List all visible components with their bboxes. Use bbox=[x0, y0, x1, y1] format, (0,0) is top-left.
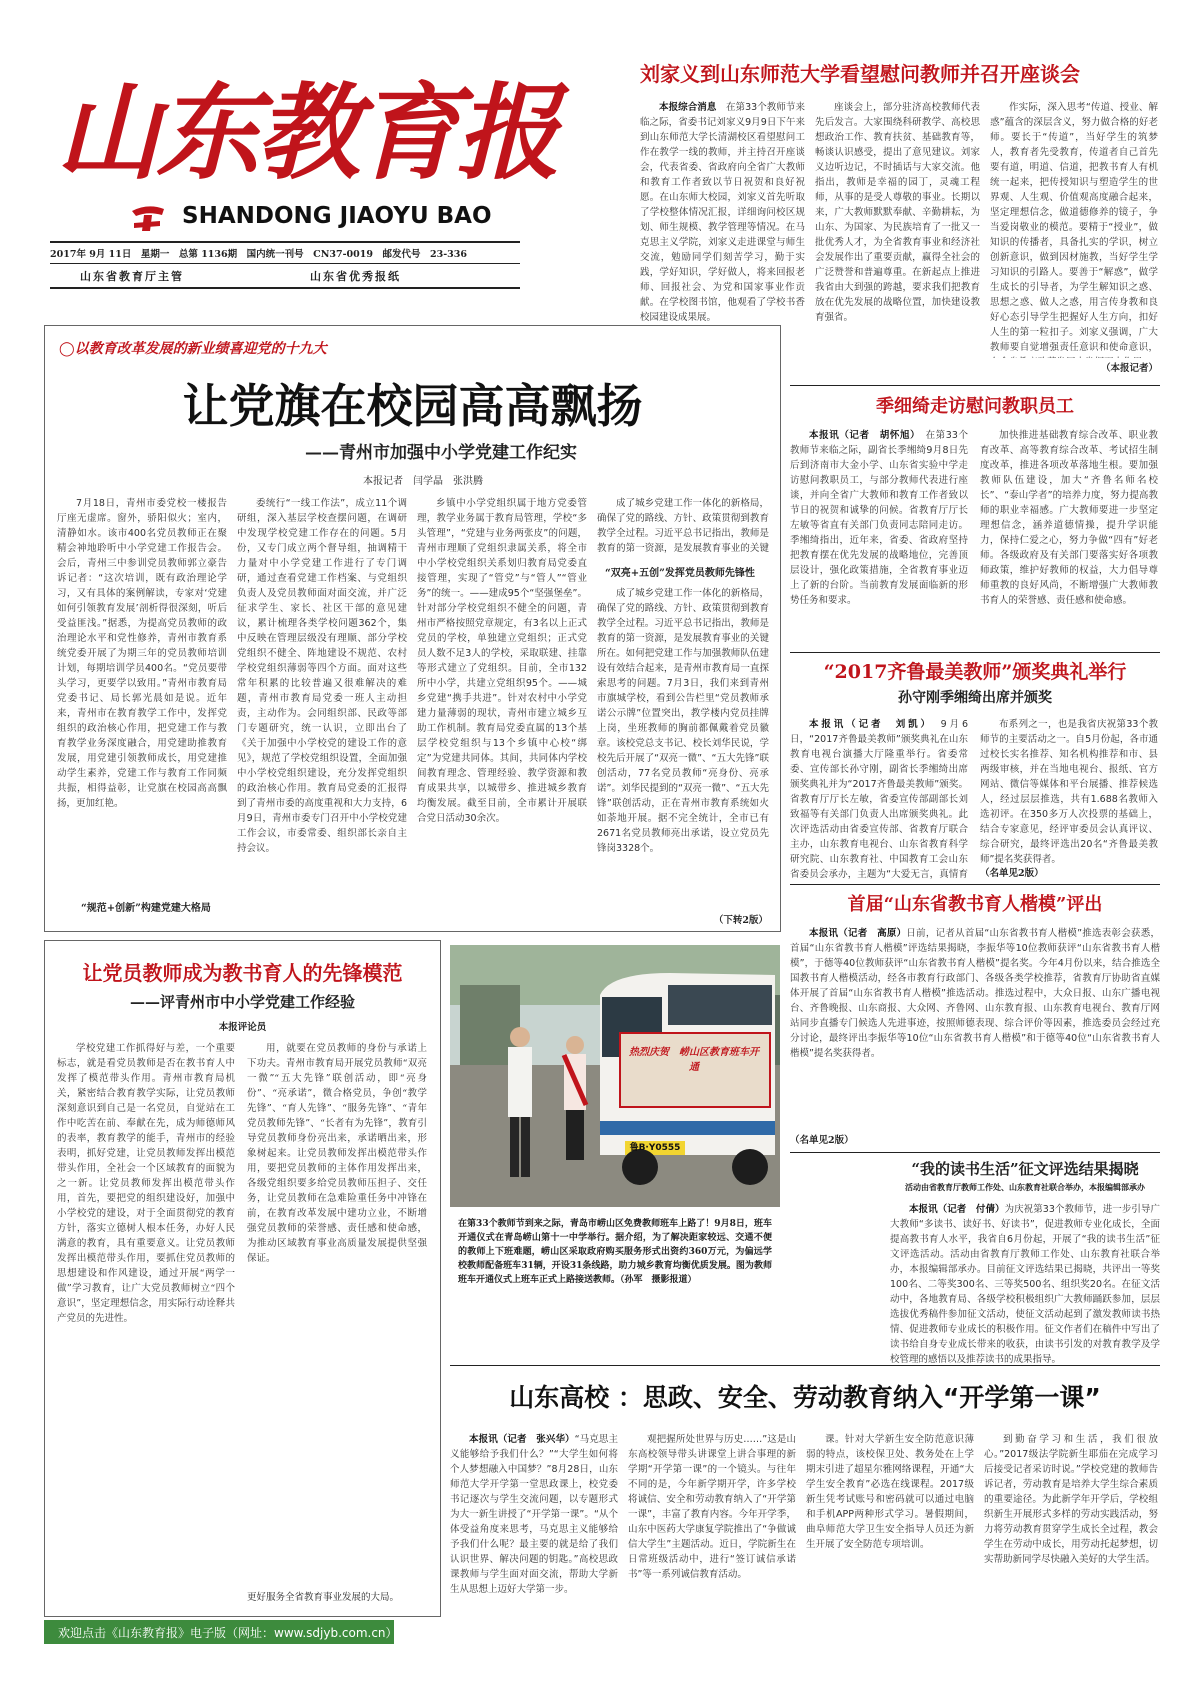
top-story-byline: 本报综合消息 bbox=[659, 102, 717, 113]
feature-col3: 乡镇中小学党组织属于地方党委管理，教学业务属于教育局管理，学校“多头管理”，“党建与业务两张皮”的问题，青州市理顺了党组织隶属关系，将全市中小学校党组织关系划归教育局党委直接管理，实现了“管党”与“管人”“管业务”的统一。——建成95个“坚强堡垒”。针对部分学校党组织不健全的问题，青州市严格按照党章规定，有3名以上正式党员的学校，单独建立党组织；正式党员人数不足3人的学校，采取联建、挂靠等形式建立了党组织。目前，全市132所中小学，共建立党组织95个。——城乡党建“携手共进”。针对农村中小学党建力量薄弱的现状，青州市建立城乡互助工作机制。教育局党委直属的13个基层学校党组织与13个乡镇中心校“绑定”为党建共同体。其间，共同体内学校间教育理念、管理经验、教学资源和教育成果共享，以城带乡、推进城乡教育均衡发展。截至目前，全市累计开展联合党日活动30余次。 bbox=[417, 498, 587, 824]
side1-col1: 本报讯（记者 胡怀旭） 在第33个教师节来临之际，副省长季缃绮9月8日先后到济南市大金小学、山东省实验中学走访慰问教职员工，与部分教师代表进行座谈，并向全省广大教师和教育工作者致以节日的祝贺和诚挚的问候。省教育厅厅长左敏等省直有关部门负责同志陪同走访。季缃绮指出，近年来，省委、省政府坚持把教育摆在优先发展的战略地位，完善顶层设计，强化政策措施，全省教育事业迈上了新的台阶。当前教育发展面临新的形势任务和要求。 bbox=[790, 430, 968, 606]
feature-col2: 委统行“一线工作法”，成立11个调研组，深入基层学校查摆问题，在调研中发现学校党建工作存在的问题。5月份，又专门成立两个督导组，抽调精干力量对中小学党建工作进行了专门调研，通过查看党建工作档案、与党组织负责人及党员教师面对面交流，并广泛征求学生、家长、社区干部的意见建议，累计梳理各类学校问题362个，集中反映在管理层级没有理顺、部分学校党组织不健全、阵地建设不规范、农村学校党组织薄弱等四个方面。面对这些常年积累的比较普遍又很难解决的难题，青州市教育局党委一班人主动担责，主动作为。会同组织部、民政等部门专题研究，统一认识，立即出台了《关于加强中小学校党的建设工作的意见》，规范了学校党组织设置，全面加强中小学校党组织建设，充分发挥党组织的政治核心作用。教育局党委的汇报得到了青州市委的高度重视和大力支持，6月9日，青州市委专门召开中小学校党建工作会议，市委常委、组织部长亲自主持会议。 bbox=[237, 498, 407, 854]
top-story-headline: 刘家义到山东师范大学看望慰问教师并召开座谈会 bbox=[640, 62, 1080, 86]
side3-end: （名单见2版） bbox=[790, 1135, 854, 1146]
bottom-col1: 本报讯（记者 张兴华）“马克思主义能够给予我们什么？”“大学生如何将个人梦想融入中国梦？”8月28日，山东师范大学开学第一堂思政课上，校党委书记逐次与学生交流问题，以专题形式为大一新生讲授了“开学第一课”。“从个体受益角度来思考，马克思主义能够给予我们什么呢？最主要的就是给了我们认识世界、解决问题的钥匙。”高校思政课教师与学生面对面交流，帮助大学新生从思想上迈好大学第一步。 bbox=[450, 1434, 618, 1595]
bottom-col4: 到勤奋学习和生活，我们很放心。”2017级法学院新生耶茄在完成学习后接受记者采访时说。”学校党建的教师告诉记者，劳动教育是培养大学生综合素质的重要途径。为此新学年开学后，学校组织新生开展形式多样的劳动实践活动，努力将劳动教育贯穿学生成长全过程，教会学生在劳动中成长，用劳动托起梦想，切实帮助新同学尽快融入美好的大学生活。 bbox=[984, 1434, 1158, 1565]
masthead-logo-icon bbox=[130, 203, 166, 233]
feature-col1: 7月18日，青州市委党校一楼报告厅座无虚席。窗外，骄阳似火；室内，清静如水。该市400名党员教师正在聚精会神地聆听中小学党建工作报告会。会后，青州三中参训党员教师郭立豪告诉记者：“这次培训，既有政治理论学习，又有具体的案例解读，专家对‘党建如何引领教育发展’剖析得很深刻，听后受益匪浅。”据悉，为提高党员教师的政治理论水平和党性修养，青州市教育系统党委开展了为期三年的党员教师培训计划，每期培训学员400名。“党员要带头学习，更要学以致用。”青州市教育局党委书记、局长郭光晨如是说。近年来，青州市在教育教学工作中，发挥党组织的政治核心作用，把党建工作与教育教学业务深度融合，用党建助推教育发展，用党建引领教师成长，用党建推动学生素养，党建工作与教育工作同频共振，相得益彰，让党旗在校园高高飘扬，更加红艳。 bbox=[57, 498, 227, 809]
feature-subhead: ——青州市加强中小学党建工作纪实 bbox=[305, 443, 577, 463]
footer-text[interactable]: 欢迎点击《山东教育报》电子版（网址：www.sdjyb.com.cn） bbox=[58, 1626, 398, 1640]
masthead bbox=[50, 55, 557, 310]
bottom-col3: 课。针对大学新生安全防范意识薄弱的特点，该校保卫处、教务处在上学期末引进了超星尔雅网络课程，开通“大学生安全教育”必选在线课程。2017级新生凭考试账号和密码就可以通过电脑和手机APP两种形式学习。暑假期间，曲阜师范大学卫生安全指导人员还为新生开展了安全防范专项培训。 bbox=[806, 1434, 974, 1550]
side-story-1 bbox=[790, 392, 1160, 652]
bus-banner-text: 热烈庆贺 崂山区教育班车开通 bbox=[629, 1047, 759, 1073]
top-story-end: （本报记者） bbox=[1100, 363, 1158, 374]
masthead-sponsor: 山东省教育厅主管 bbox=[80, 270, 184, 283]
feature-headline: 让党旗在校园高高飘扬 bbox=[182, 379, 643, 433]
photo-block bbox=[450, 945, 780, 1300]
feature-kicker: ◯以教育改革发展的新业绩喜迎党的十九大 bbox=[59, 341, 327, 357]
issue-line: 2017年 9月 11日 星期一 总第 1136期 国内统一刊号 CN37-0019 邮发代号 23-336 bbox=[50, 249, 467, 260]
side2-subhead: 孙守刚季缃绮出席并颁奖 bbox=[898, 690, 1052, 706]
footer-link[interactable] bbox=[44, 1620, 398, 1644]
commentary-byline: 本报评论员 bbox=[218, 1022, 267, 1033]
side3-headline: 首届“山东省教书育人楷模”评出 bbox=[847, 894, 1103, 915]
feature-col4a: 成了城乡党建工作一体化的新格局，确保了党的路线、方针、政策贯彻到教育教学全过程。习近平总书记指出，教师是教育的第一资源，是发展教育事业的关键 bbox=[597, 498, 769, 554]
top-story-col1: 本报综合消息 在第33个教师节来临之际，省委书记刘家义9月9日下午来到山东师范大学长清湖校区看望慰问工作在教学一线的教师，并主持召开座谈会，代表省委、省政府向全省广大教师和教育工作者致以节日祝贺和良好祝愿。在山东师大校园，刘家义首先听取了学校整体情况汇报，详细询问校区规划、师生规模、教学管理等情况。在马克思主义学院，刘家义走进课堂与师生交流，勉励同学们刻苦学习，勤于实践，学好知识，学好做人，将来回报老师、回报社会、为党和国家事业作贡献。在学校图书馆，他观看了学校书香校园建设成果展。 bbox=[640, 102, 805, 323]
commentary-end: 更好服务全省教育事业发展的大局。 bbox=[247, 1592, 400, 1603]
side4-col1: 本报讯（记者 付倩）为庆祝第33个教师节，进一步引导广大教师“多读书、读好书、好读书”，促进教师专业化成长，全面提高教书育人水平，我省自6月份起，开展了“我的读书生活”征文评选活动。活动由省教育厅教师工作处、山东教育社联合举办，本报编辑部承办。目前征文评选结果已揭晓，共评出一等奖100名、二等奖300名、三等奖500名、组织奖20名。在征文活动中，各地教育局、各级学校积极组织广大教师踊跃参加，层层选拔优秀稿件参加征文活动，使征文活动起到了激发教师读书热情、促进教师专业成长的积极作用。征文作者们在稿件中写出了读书给自身专业成长带来的收获，由读书引发的对教育教学及学校管理的感悟以及推荐读书的成果指导。 bbox=[890, 1204, 1160, 1365]
bus-photo bbox=[450, 945, 780, 1207]
side2-col1: 本报讯（记者 刘凯） 9月6日，“2017齐鲁最美教师”颁奖典礼在山东教育电视台演播大厅隆重举行。省委常委、宣传部长孙守刚，副省长季缃绮出席颁奖典礼并为“2017齐鲁最美教师”颁奖。省教育厅厅长左敏，省委宣传部副部长刘致福等有关部门负责人出席颁奖典礼。此次评选活动由省委宣传部、省教育厅联合主办，山东教育电视台、山东省教育科学研究院、山东教育社、中国教育工会山东省委员会承办，主题为“大爱无言，真情育 bbox=[790, 719, 968, 879]
side-story-2 bbox=[790, 657, 1160, 882]
feature-col4: 成了城乡党建工作一体化的新格局，确保了党的路线、方针、政策贯彻到教育教学全过程。习近平总书记指出，教师是教育的第一资源，是发展教育事业的关键所在。如何把党建工作与加强教师队伍建设有效结合起来，是青州市教育局一直探索思考的问题。7月3日，我们来到青州市旗城学校，看到公告栏里“党员教师承诺公示牌”位置突出，教学楼内党员挂牌上岗，坐班教师的胸前都佩戴着党员徽章。该校党总支书记、校长刘华民说，学校先后开展了“双亮一微”、“五大先锋”联创活动，77名党员教师“亮身份、亮承诺”。刘华民提到的“双亮一微”、“五大先锋”联创活动，正在青州市教育系统如火如荼地开展。据不完全统计，全市已有2671名党员教师亮出承诺，设立党员先锋岗3328个。 bbox=[597, 588, 769, 854]
masthead-title: 山东教育报 bbox=[56, 71, 557, 194]
top-story-col2: 座谈会上，部分驻济高校教师代表先后发言。大家围绕科研教学、高校思想政治工作、教育扶贫、基础教育等，畅谈认识感受，提出了意见建议。刘家义边听边记，不时插话与大家交流。他指出，教师是幸福的园丁，灵魂工程师，从事的是受人尊敬的事业。长期以来，广大教师默默奉献、辛勤耕耘，为山东、为国家、为民族培育了一批又一批优秀人才，为全省教育事业和经济社会发展作出了重要贡献，赢得全社会的广泛赞誉和普遍尊重。在新起点上推进我省由大到强的跨越，要求我们把教育放在优先发展的战略位置，加快建设教育强省。 bbox=[815, 102, 980, 323]
feature-box bbox=[44, 325, 781, 932]
bottom-col2: 观把握所处世界与历史……”这是山东高校领导带头讲课堂上讲合事理的新学期“开学第一课”的一个镜头。与往年不同的是，今年新学期开学，许多学校将诚信、安全和劳动教育纳入了“开学第一课”，丰富了教育内容。今年开学季，山东中医药大学康复学院推出了“争做诚信大学生”主题活动。近日，学院新生在日常班级活动中，进行“签订诚信承诺书”等一系列诚信教育活动。 bbox=[628, 1434, 796, 1580]
bottom-story bbox=[450, 1370, 1160, 1640]
feature-subhead-1: “规范+创新”构建党建大格局 bbox=[81, 903, 211, 914]
bus-plate: 鲁B·Y0555 bbox=[629, 1143, 681, 1153]
commentary-headline: 让党员教师成为教书育人的先锋模范 bbox=[82, 961, 403, 985]
top-story-col3: 作实际，深入思考“传道、授业、解惑”蕴含的深层含义，努力做合格的好老师。要长于“传道”，当好学生的筑梦人，教育者先受教育，传道者自己首先要有道，明道、信道，把教书育人有机统一起来，把传授知识与塑造学生的世界观、人生观、价值观高度融合起来，坚定理想信念，做道德修养的镜子，争当爱岗敬业的模范。要精于“授业”，做知识的传播者，具备扎实的学识，树立创新意识，做到因材施教，当好学生学习知识的引路人。要善于“解惑”，做学生成长的引导者，为学生解知识之惑、思想之惑、做人之惑，用言传身教和良好心态引导学生把握好人生方向，扣好人生的第一粒扣子。刘家义强调，广大教师要自觉增强责任意识和使命意识， bbox=[990, 102, 1158, 353]
commentary-col2: 用，就要在党员教师的身份与承诺上下功夫。青州市教育局开展党员教师“双亮一微”“五大先锋”联创活动，即“亮身份”、“亮承诺”，微合格党员，争创“教学先锋”、“育人先锋”、“服务先锋”、“青年党员教师先锋”、“长者有为先锋”，教育引导党员教师身份亮出来，承诺晒出来，形象树起来。让党员教师发挥出模范带头作用，要把党员教师的主体作用发挥出来，各级党组织要多给党员教师压担子、交任务，让党员教师在急难险重任务中冲锋在前，在教育改革发展中建功立业，不断增强党员教师的荣誉感、责任感和使命感，为推动区域教育事业高质量发展提供坚强保证。 bbox=[247, 1043, 427, 1264]
commentary-box bbox=[44, 940, 441, 1617]
side1-col2: 加快推进基础教育综合改革、职业教育改革、高等教育综合改革、考试招生制度改革，推进各项改革落地生根。要加强教师队伍建设，加大“齐鲁名师名校长”、“泰山学者”的培养力度，努力提高教师的职业幸福感。广大教师要进一步坚定理想信念，涵养道德情操，提升学识能力，保持仁爱之心，努力争做“四有”好老师。各级政府及有关部门要落实好各项教师政策，维护好教师的权益，大力倡导尊师重教的良好风尚，不断增强广大教师教书育人的荣誉感、责任感和使命感。 bbox=[980, 430, 1158, 606]
masthead-pinyin: SHANDONG JIAOYU BAO bbox=[182, 203, 492, 229]
bottom-headline: 山东高校 ：思政、安全、劳动教育纳入“开学第一课” bbox=[509, 1383, 1101, 1412]
side2-headline: “2017齐鲁最美教师”颁奖典礼举行 bbox=[823, 661, 1127, 683]
feature-subhead-2: “双亮+五创”发挥党员教师先锋性 bbox=[605, 568, 755, 579]
masthead-award: 山东省优秀报纸 bbox=[310, 270, 401, 283]
side-story-3 bbox=[790, 890, 1160, 1150]
side3-col1: 本报讯（记者 高原）日前，记者从首届“山东省教书育人楷模”推选表彰会获悉，首届“山东省教书育人楷模”评选结果揭晓，李振华等10位教师获评“山东省教书育人楷模”，于德等40位教师获评“山东省教书育人楷模”提名奖。今年4月份以来，结合推选全国教书育人楷模活动，经各市教育行政部门、各级各类学校推荐，省教育厅协助省直媒体开展了首届“山东省教书育人楷模”推选活动。推选过程中，大众日报、山东广播电视台、齐鲁晚报、山东商报、大众网、齐鲁网、山东教育报、山东教育电视台、教育厅网站同步直播专门候选人先进事迹，按照师德表现、综合评价等因素，推选委员会经过充分讨论，最终评出李振华等10位“山东省教书育人楷模”和于德等40位“山东省教书育人楷模”提名奖获得者。 bbox=[790, 928, 1160, 1059]
feature-byline: 本报记者 闫学晶 张洪腾 bbox=[363, 476, 483, 487]
side4-headline: “我的读书生活”征文评选结果揭晓 bbox=[911, 1160, 1139, 1178]
photo-caption: 在第33个教师节到来之际，青岛市崂山区免费教师班车上路了！9月8日，班车开通仪式在青岛崂山第十一中学举行。据介绍，为了解决距家较远、交通不便的教师上下班难题，崂山区采取政府购买服务形式出资约360万元，为偏远学校教师配备班车31辆，开设31条线路，助力城乡教育均衡优质发展。图为教师班车开通仪式上班车正式上路接送教师。（孙军 摄影报道） bbox=[458, 1219, 772, 1285]
commentary-col1: 学校党建工作抓得好与差，一个重要标志，就是看党员教师是否在教书育人中发挥了模范带头作用。青州市教育局机关，紧密结合教育教学实际，让党员教师深刻意识到自己是一名党员，自觉站在工作中吃苦在前、奉献在先，成为师德师风的表率，教育教学的能手，青州市的经验表明，抓好党建，让党员教师发挥出模范带头作用，全社会一个区域教育的面貌为之一新。让党员教师发挥出模范带头作用，首先，要把党的组织建设好，加强中小学校党的建设，对于全面贯彻党的教育方针，落实立德树人根本任务，办好人民满意的教育，具有重要意义。让党员教师发挥出模范带头作用，要抓住党员教师的思想建设和作风建设，通过开展“两学一做”学习教育，让广大党员教师树立“四个意识”，坚定理想信念，用实际行动诠释共产党员的先进性。 bbox=[57, 1043, 235, 1324]
side1-headline: 季细绮走访慰问教职员工 bbox=[876, 396, 1074, 417]
feature-end: （下转2版） bbox=[713, 915, 768, 926]
side2-end: （名单见2版） bbox=[980, 868, 1044, 879]
side2-col2: 布系列之一，也是我省庆祝第33个教师节的主要活动之一。自5月份起，各市通过校长实名推荐、知名机构推荐和市、县两级审核，并在当地电视台、报纸、官方网站、微信等媒体和平台展播、推荐候选人，经过层层推选，共有1.688名教师入选初评。在350多万人次投票的基础上，结合专家意见，经评审委员会认真评议、综合研究，最终评选出20名“齐鲁最美教师”提名奖获得者。 bbox=[980, 719, 1158, 865]
side4-subhead: 活动由省教育厅教师工作处、山东教育社联合举办，本报编辑部承办 bbox=[905, 1182, 1145, 1192]
commentary-subhead: ——评青州市中小学党建工作经验 bbox=[129, 993, 355, 1011]
